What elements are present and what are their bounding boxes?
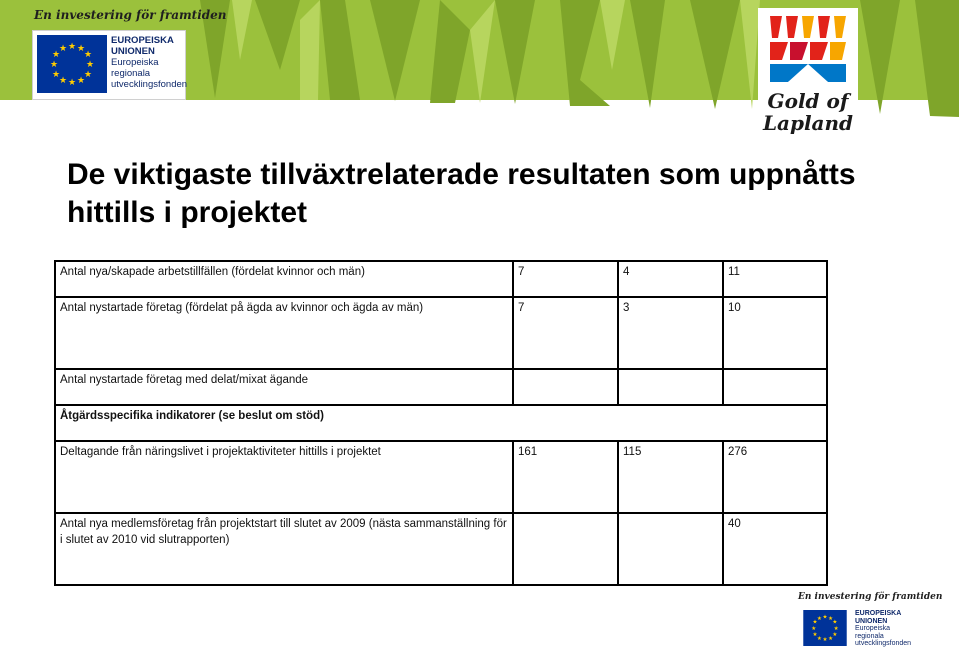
row-value-3: 11	[723, 261, 827, 297]
eu-logo-card	[32, 30, 186, 100]
svg-text:★: ★	[83, 70, 93, 80]
table-row	[55, 297, 827, 369]
svg-text:★: ★	[833, 625, 839, 632]
row-value-2: 115	[618, 441, 723, 513]
svg-text:★: ★	[822, 637, 828, 644]
svg-text:★: ★	[51, 50, 61, 60]
svg-text:★: ★	[812, 632, 818, 639]
row-value-3: 10	[723, 297, 827, 369]
svg-text:★: ★	[51, 70, 61, 80]
row-value-1	[513, 369, 618, 405]
svg-text:★: ★	[832, 619, 838, 626]
row-label: Antal nya medlemsföretag från projektstart till slutet av 2009 (nästa sammanställning för i slutet av 2010 vid slutrapporten)	[55, 513, 513, 585]
row-value-2: 4	[618, 261, 723, 297]
row-value-3	[723, 369, 827, 405]
eu-flag-icon	[799, 610, 851, 646]
eu-logo-text: EUROPEISKA UNIONEN Europeiska regionala utvecklingsfonden	[111, 35, 188, 90]
svg-text:★: ★	[828, 635, 834, 642]
svg-text:★: ★	[83, 50, 93, 60]
svg-text:★: ★	[832, 632, 838, 639]
results-table	[54, 260, 828, 586]
svg-text:★: ★	[816, 615, 822, 622]
row-label: Antal nystartade företag med delat/mixat ägande	[55, 369, 513, 405]
row-value-3: 276	[723, 441, 827, 513]
row-value-1: 7	[513, 297, 618, 369]
svg-text:★: ★	[76, 44, 86, 54]
footer-eu-logo	[797, 592, 943, 650]
svg-text:★: ★	[49, 60, 59, 70]
svg-text:★: ★	[58, 76, 68, 86]
row-label: Antal nystartade företag (fördelat på ägda av kvinnor och ägda av män)	[55, 297, 513, 369]
row-value-3: 40	[723, 513, 827, 585]
footer-eu-logo-text: EUROPEISKA UNIONEN Europeiska regionala utvecklingsfonden	[855, 610, 912, 647]
row-value-1: 7	[513, 261, 618, 297]
table-row	[55, 261, 827, 297]
section-label: Åtgärdsspecifika indikatorer (se beslut om stöd)	[55, 405, 827, 441]
row-value-2	[618, 369, 723, 405]
svg-text:★: ★	[76, 76, 86, 86]
svg-text:★: ★	[58, 44, 68, 54]
row-value-1	[513, 513, 618, 585]
table-row	[55, 513, 827, 585]
footer-eu-logo-card	[797, 608, 913, 648]
table-row	[55, 441, 827, 513]
row-label: Deltagande från näringslivet i projektaktiviteter hittills i projektet	[55, 441, 513, 513]
svg-text:★: ★	[812, 619, 818, 626]
eu-logo	[32, 8, 227, 94]
row-label: Antal nya/skapade arbetstillfällen (fördelat kvinnor och män)	[55, 261, 513, 297]
page-title: De viktigaste tillväxtrelaterade resultaten som uppnåtts hittills i projektet	[67, 158, 856, 229]
row-value-2: 3	[618, 297, 723, 369]
svg-text:★: ★	[67, 78, 77, 88]
svg-text:★: ★	[816, 635, 822, 642]
svg-text:★: ★	[822, 614, 828, 621]
svg-text:Lapland: Lapland	[762, 111, 854, 135]
svg-text:★: ★	[811, 625, 817, 632]
row-value-1: 161	[513, 441, 618, 513]
svg-text:★: ★	[85, 60, 95, 70]
table-row	[55, 369, 827, 405]
row-value-2	[618, 513, 723, 585]
eu-tagline: En investering för framtiden	[34, 8, 227, 22]
svg-text:Gold of: Gold of	[767, 89, 849, 113]
gold-of-lapland-logo	[758, 8, 858, 140]
svg-text:★: ★	[828, 615, 834, 622]
svg-text:★: ★	[67, 42, 77, 52]
footer-eu-tagline: En investering för framtiden	[798, 592, 943, 602]
table-section-row	[55, 405, 827, 441]
eu-flag-icon	[37, 35, 107, 93]
